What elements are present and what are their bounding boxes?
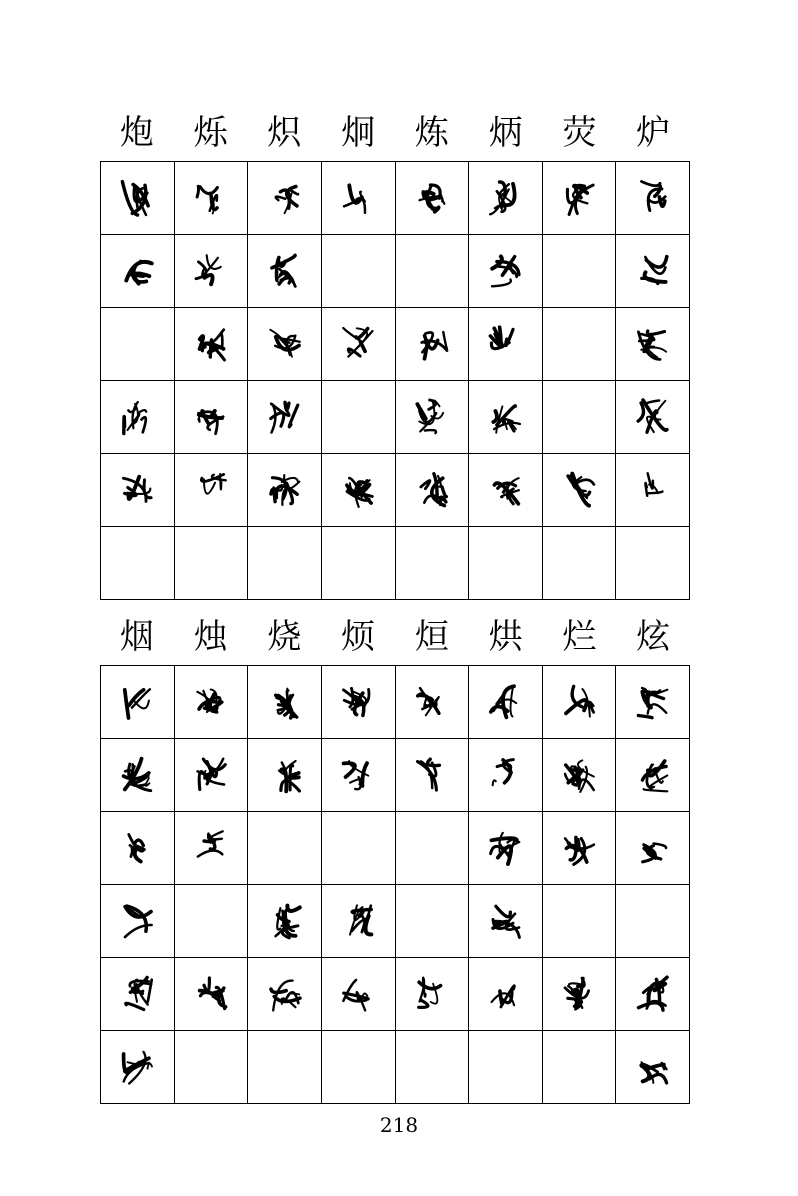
glyph-cell xyxy=(174,885,248,958)
seal-glyph-icon xyxy=(482,752,528,798)
seal-glyph-icon xyxy=(409,971,455,1017)
glyph-cell xyxy=(248,812,322,885)
glyph-cell xyxy=(174,454,248,527)
page-number: 218 xyxy=(379,1113,419,1137)
header-char: 炉 xyxy=(636,113,671,153)
glyph-cell xyxy=(469,527,543,600)
glyph-cell xyxy=(248,235,322,308)
glyph-cell xyxy=(248,739,322,812)
glyph-cell xyxy=(174,308,248,381)
seal-glyph-icon xyxy=(335,752,381,798)
header-char: 炮 xyxy=(119,113,154,153)
header-char: 烜 xyxy=(414,617,449,657)
header-char: 炽 xyxy=(267,113,302,153)
glyph-cell xyxy=(395,527,469,600)
table-row xyxy=(101,454,690,527)
glyph-cell xyxy=(616,885,690,958)
glyph-cell xyxy=(542,739,616,812)
glyph-cell xyxy=(321,454,395,527)
glyph-cell xyxy=(248,308,322,381)
seal-script-table-2 xyxy=(100,665,690,1104)
glyph-cell xyxy=(395,739,469,812)
glyph-cell xyxy=(469,666,543,739)
seal-glyph-icon xyxy=(262,175,308,221)
glyph-cell xyxy=(174,162,248,235)
seal-glyph-icon xyxy=(262,394,308,440)
seal-glyph-icon xyxy=(482,175,528,221)
glyph-cell xyxy=(616,381,690,454)
glyph-cell xyxy=(616,739,690,812)
glyph-cell xyxy=(248,381,322,454)
glyph-cell xyxy=(174,958,248,1031)
glyph-cell xyxy=(321,958,395,1031)
table-row xyxy=(101,308,690,381)
glyph-cell xyxy=(616,958,690,1031)
seal-glyph-icon xyxy=(262,248,308,294)
glyph-cell xyxy=(101,666,175,739)
seal-glyph-icon xyxy=(630,467,676,513)
glyph-cell xyxy=(248,885,322,958)
seal-glyph-icon xyxy=(188,752,234,798)
seal-glyph-icon xyxy=(630,971,676,1017)
glyph-cell xyxy=(321,885,395,958)
glyph-cell xyxy=(101,527,175,600)
glyph-cell xyxy=(395,1031,469,1104)
seal-glyph-icon xyxy=(556,467,602,513)
header-char: 烦 xyxy=(341,617,376,657)
glyph-cell xyxy=(542,958,616,1031)
seal-glyph-icon xyxy=(409,752,455,798)
header-char: 炳 xyxy=(488,113,523,153)
seal-glyph-icon xyxy=(409,175,455,221)
seal-glyph-icon xyxy=(556,175,602,221)
glyph-cell xyxy=(248,666,322,739)
glyph-cell xyxy=(395,885,469,958)
seal-glyph-icon xyxy=(482,321,528,367)
glyph-cell xyxy=(174,739,248,812)
glyph-cell xyxy=(616,308,690,381)
glyph-cell xyxy=(616,812,690,885)
header-char: 烛 xyxy=(193,617,228,657)
seal-glyph-icon xyxy=(409,679,455,725)
seal-glyph-icon xyxy=(114,175,160,221)
glyph-cell xyxy=(542,162,616,235)
glyph-cell xyxy=(395,958,469,1031)
seal-glyph-icon xyxy=(262,321,308,367)
table-row xyxy=(101,527,690,600)
glyph-cell xyxy=(616,666,690,739)
glyph-cell xyxy=(616,454,690,527)
seal-glyph-icon xyxy=(556,752,602,798)
seal-glyph-icon xyxy=(556,679,602,725)
seal-glyph-icon xyxy=(188,467,234,513)
glyph-cell xyxy=(174,666,248,739)
glyph-cell xyxy=(542,308,616,381)
seal-glyph-icon xyxy=(114,248,160,294)
seal-glyph-icon xyxy=(409,394,455,440)
glyph-cell xyxy=(395,381,469,454)
seal-glyph-icon xyxy=(556,825,602,871)
glyph-cell xyxy=(101,1031,175,1104)
seal-glyph-icon xyxy=(630,825,676,871)
seal-glyph-icon xyxy=(630,394,676,440)
glyph-cell xyxy=(542,381,616,454)
seal-glyph-icon xyxy=(114,971,160,1017)
seal-glyph-icon xyxy=(482,394,528,440)
glyph-cell xyxy=(469,1031,543,1104)
seal-glyph-icon xyxy=(188,321,234,367)
seal-glyph-icon xyxy=(114,394,160,440)
header-char: 炫 xyxy=(636,617,671,657)
seal-glyph-icon xyxy=(114,467,160,513)
seal-glyph-icon xyxy=(188,175,234,221)
glyph-cell xyxy=(321,381,395,454)
seal-glyph-icon xyxy=(409,321,455,367)
glyph-cell xyxy=(248,958,322,1031)
header-char: 烧 xyxy=(267,617,302,657)
glyph-cell xyxy=(101,308,175,381)
glyph-cell xyxy=(174,381,248,454)
seal-glyph-icon xyxy=(114,1044,160,1090)
glyph-cell xyxy=(395,666,469,739)
glyph-cell xyxy=(469,958,543,1031)
seal-glyph-icon xyxy=(482,971,528,1017)
seal-glyph-icon xyxy=(409,467,455,513)
glyph-cell xyxy=(542,454,616,527)
seal-glyph-icon xyxy=(262,679,308,725)
glyph-cell xyxy=(248,527,322,600)
seal-glyph-icon xyxy=(262,752,308,798)
seal-glyph-icon xyxy=(630,248,676,294)
seal-glyph-icon xyxy=(630,679,676,725)
seal-glyph-icon xyxy=(262,898,308,944)
table-row xyxy=(101,162,690,235)
seal-glyph-icon xyxy=(630,1044,676,1090)
header-char: 炯 xyxy=(341,113,376,153)
seal-glyph-icon xyxy=(335,898,381,944)
header-char: 烟 xyxy=(119,617,154,657)
glyph-cell xyxy=(542,1031,616,1104)
glyph-cell xyxy=(469,308,543,381)
glyph-cell xyxy=(101,812,175,885)
seal-glyph-icon xyxy=(335,321,381,367)
seal-glyph-icon xyxy=(262,467,308,513)
glyph-cell xyxy=(321,527,395,600)
glyph-cell xyxy=(321,162,395,235)
seal-glyph-icon xyxy=(482,898,528,944)
seal-glyph-icon xyxy=(335,467,381,513)
glyph-cell xyxy=(321,235,395,308)
glyph-cell xyxy=(616,527,690,600)
table-row xyxy=(101,739,690,812)
glyph-cell xyxy=(248,1031,322,1104)
glyph-cell xyxy=(542,527,616,600)
glyph-cell xyxy=(469,812,543,885)
seal-glyph-icon xyxy=(188,825,234,871)
seal-glyph-icon xyxy=(482,248,528,294)
glyph-cell xyxy=(542,885,616,958)
glyph-cell xyxy=(248,454,322,527)
glyph-cell xyxy=(616,1031,690,1104)
seal-script-table-1 xyxy=(100,161,690,600)
seal-glyph-icon xyxy=(262,971,308,1017)
glyph-cell xyxy=(321,739,395,812)
glyph-cell xyxy=(174,812,248,885)
seal-glyph-icon xyxy=(335,679,381,725)
seal-glyph-icon xyxy=(482,679,528,725)
glyph-cell xyxy=(395,454,469,527)
glyph-cell xyxy=(248,162,322,235)
glyph-cell xyxy=(321,308,395,381)
seal-glyph-icon xyxy=(556,971,602,1017)
glyph-cell xyxy=(395,812,469,885)
table-row xyxy=(101,1031,690,1104)
table-row xyxy=(101,958,690,1031)
glyph-cell xyxy=(469,381,543,454)
seal-glyph-icon xyxy=(114,825,160,871)
glyph-cell xyxy=(101,454,175,527)
glyph-cell xyxy=(321,1031,395,1104)
seal-glyph-icon xyxy=(630,752,676,798)
glyph-cell xyxy=(616,162,690,235)
seal-glyph-icon xyxy=(630,321,676,367)
table-row xyxy=(101,235,690,308)
header-char: 炼 xyxy=(414,113,449,153)
glyph-cell xyxy=(174,235,248,308)
glyph-cell xyxy=(101,162,175,235)
glyph-cell xyxy=(542,812,616,885)
glyph-cell xyxy=(469,739,543,812)
glyph-cell xyxy=(469,454,543,527)
seal-glyph-icon xyxy=(114,679,160,725)
glyph-cell xyxy=(616,235,690,308)
seal-glyph-icon xyxy=(114,752,160,798)
seal-glyph-icon xyxy=(482,825,528,871)
seal-glyph-icon xyxy=(335,971,381,1017)
glyph-cell xyxy=(101,235,175,308)
glyph-cell xyxy=(101,381,175,454)
glyph-cell xyxy=(469,162,543,235)
table2-header xyxy=(100,617,690,657)
table-row xyxy=(101,666,690,739)
glyph-cell xyxy=(469,885,543,958)
table-row xyxy=(101,812,690,885)
header-char: 烘 xyxy=(488,617,523,657)
seal-glyph-icon xyxy=(188,679,234,725)
glyph-cell xyxy=(174,527,248,600)
header-char: 烁 xyxy=(193,113,228,153)
glyph-cell xyxy=(395,162,469,235)
glyph-cell xyxy=(321,812,395,885)
seal-glyph-icon xyxy=(188,971,234,1017)
table1-header xyxy=(100,113,690,153)
glyph-cell xyxy=(469,235,543,308)
seal-glyph-icon xyxy=(188,248,234,294)
seal-glyph-icon xyxy=(188,394,234,440)
seal-glyph-icon xyxy=(114,898,160,944)
glyph-cell xyxy=(542,666,616,739)
glyph-cell xyxy=(321,666,395,739)
table-row xyxy=(101,381,690,454)
glyph-cell xyxy=(101,739,175,812)
table-row xyxy=(101,885,690,958)
glyph-cell xyxy=(542,235,616,308)
header-char: 荧 xyxy=(562,113,597,153)
glyph-cell xyxy=(395,235,469,308)
header-char: 烂 xyxy=(562,617,597,657)
glyph-cell xyxy=(101,958,175,1031)
seal-glyph-icon xyxy=(335,175,381,221)
glyph-cell xyxy=(395,308,469,381)
glyph-cell xyxy=(101,885,175,958)
seal-glyph-icon xyxy=(482,467,528,513)
glyph-cell xyxy=(174,1031,248,1104)
seal-glyph-icon xyxy=(630,175,676,221)
